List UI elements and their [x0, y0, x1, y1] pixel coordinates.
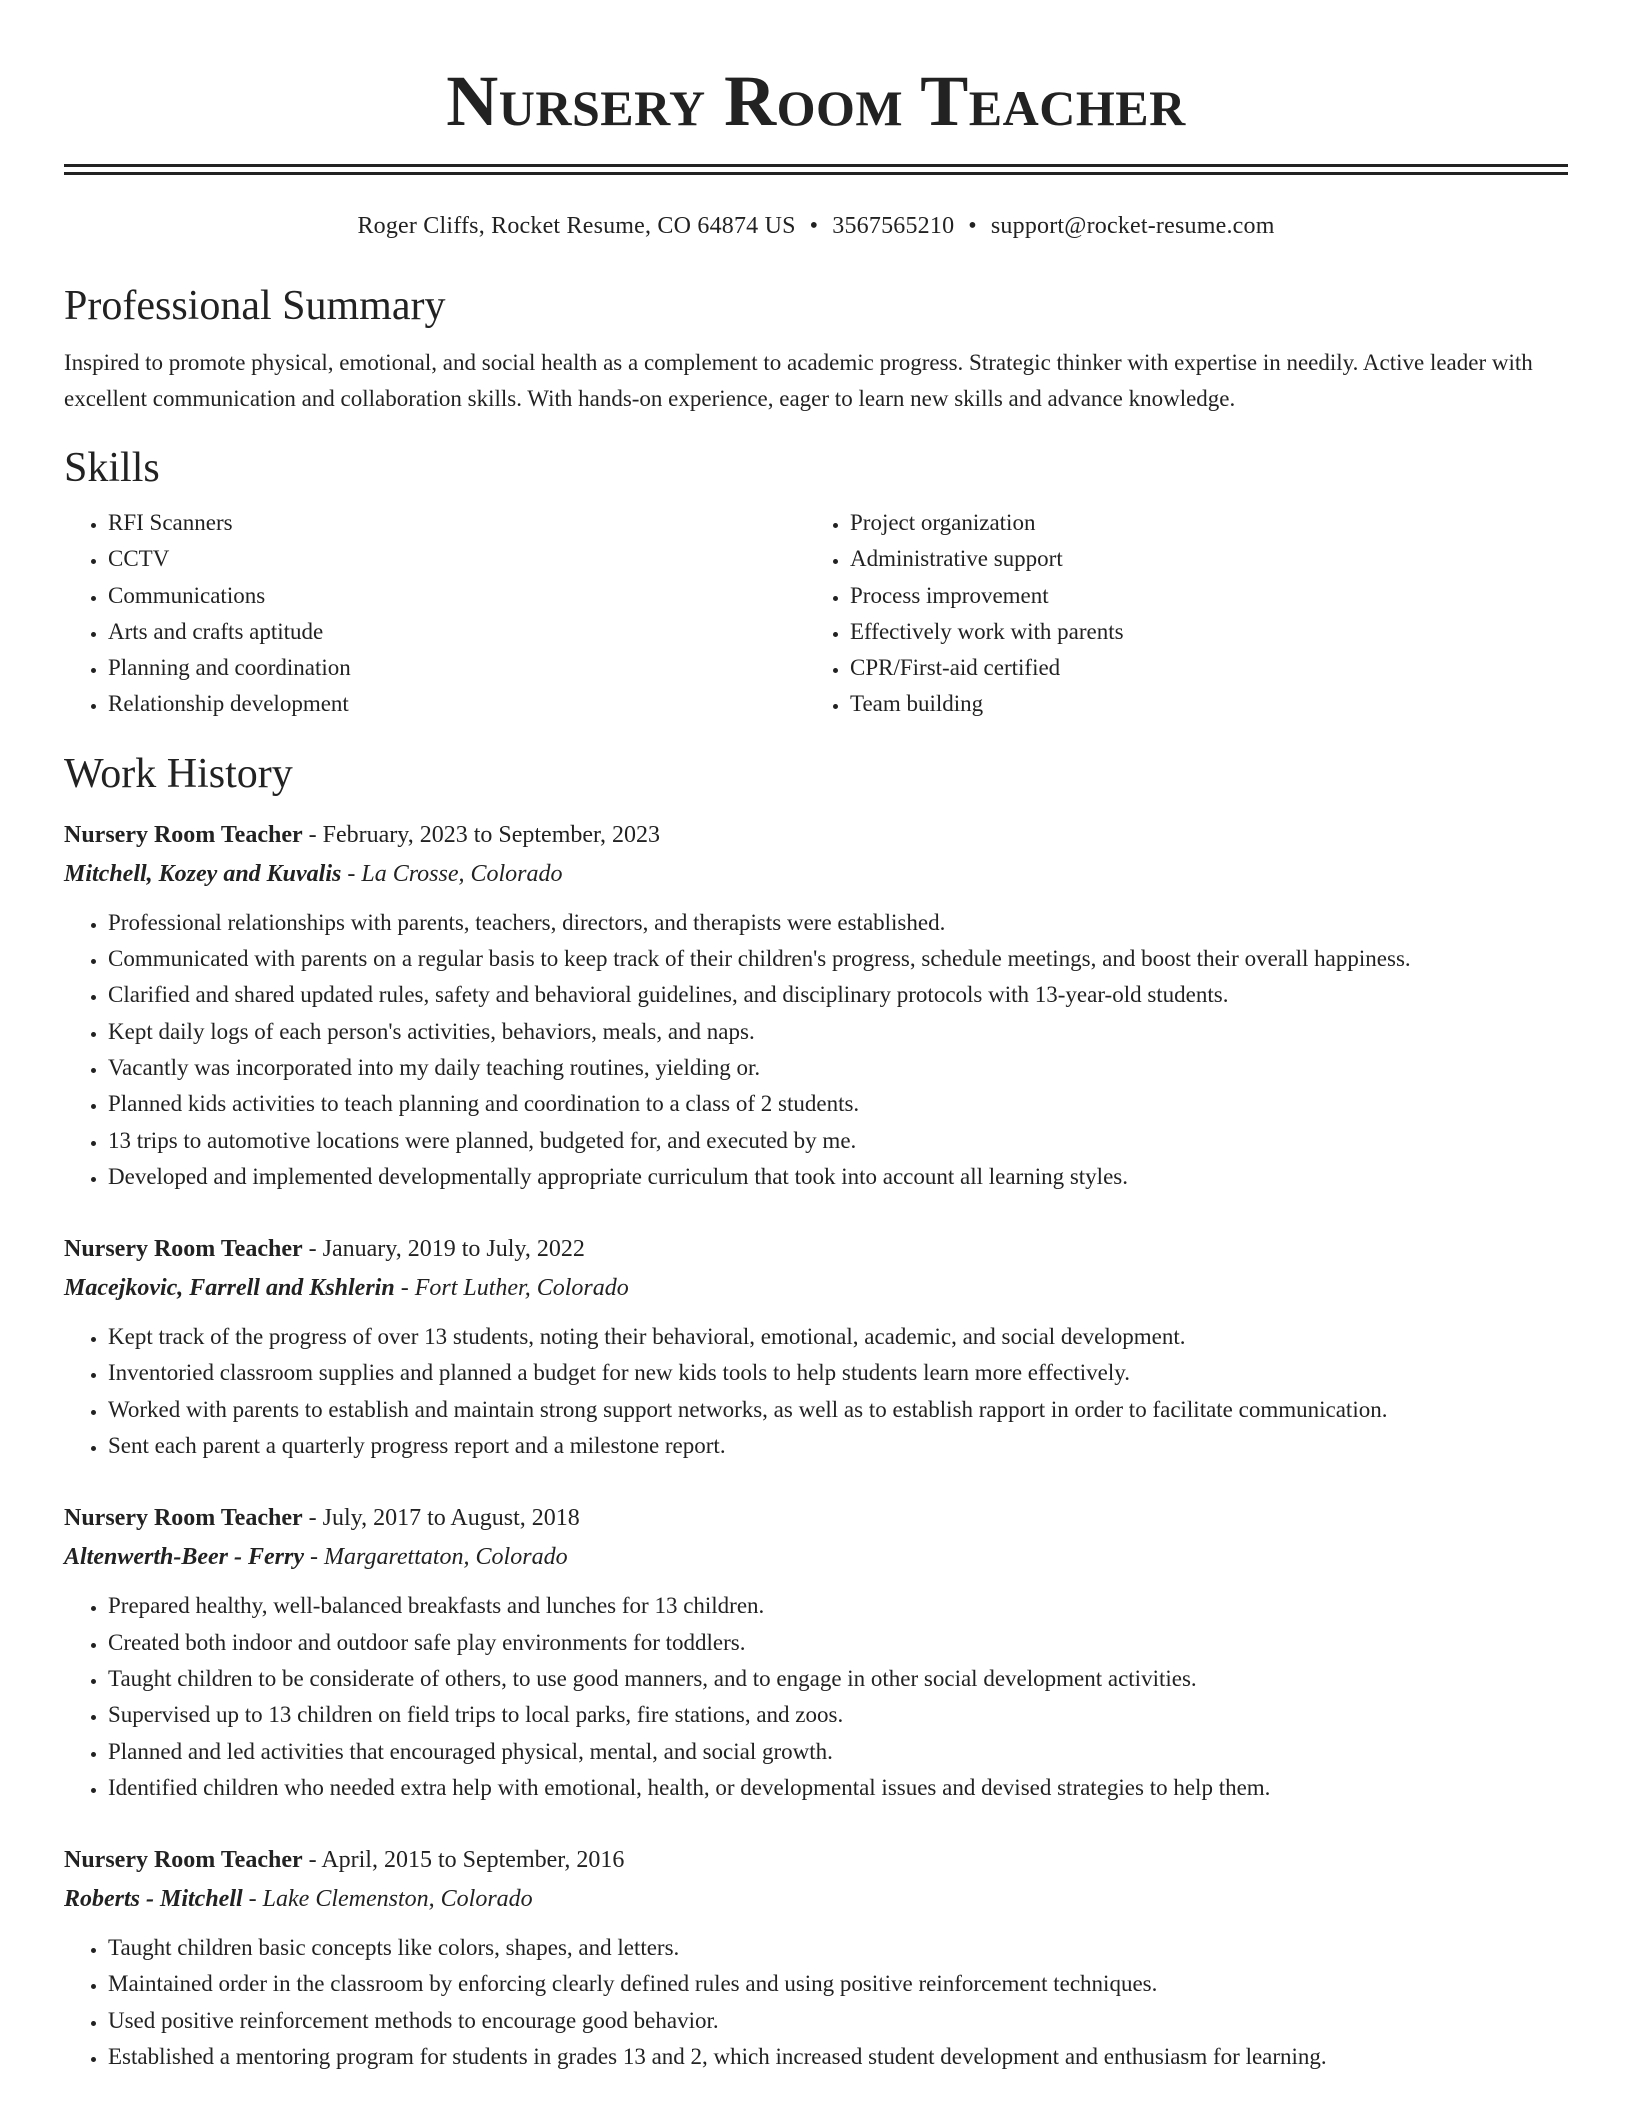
company-name: Altenwerth-Beer - Ferry	[64, 1544, 304, 1571]
company-dash: -	[341, 860, 362, 887]
job-title: Nursery Room Teacher	[64, 1505, 303, 1532]
work-history-heading: Work History	[64, 750, 293, 797]
skill-item: • Effectively work with parents	[850, 614, 1548, 650]
job-entry	[64, 1498, 1568, 1806]
skill-item: • Process improvement	[850, 578, 1548, 614]
skills-columns	[64, 505, 1568, 723]
company-location: Lake Clemenston, Colorado	[262, 1886, 533, 1913]
job-bullet: • Planned kids activities to teach planning and coordination to a class of 2 students.	[108, 1086, 1568, 1122]
job-title-line	[64, 1840, 1568, 1880]
job-title: Nursery Room Teacher	[64, 1236, 303, 1263]
job-dates: February, 2023 to September, 2023	[322, 821, 661, 848]
job-bullet: • Inventoried classroom supplies and planned a budget for new kids tools to help students learn more effectively.	[108, 1355, 1568, 1391]
company-line	[64, 855, 1568, 893]
job-dates: January, 2019 to July, 2022	[322, 1236, 585, 1263]
job-bullet: • Established a mentoring program for students in grades 13 and 2, which increased student development and enthusiasm for learning.	[108, 2039, 1568, 2075]
skill-item: • Planning and coordination	[108, 650, 806, 686]
job-title: Nursery Room Teacher	[64, 1847, 303, 1874]
summary-text: Inspired to promote physical, emotional, and social health as a complement to academic progress. Strategic thinker with expertise in needily. Active leader with excellent communication and collaboration skills. With hands-on experience, eager to learn new skills and advance knowledge.	[64, 350, 1533, 411]
job-dash: -	[302, 1505, 323, 1532]
skill-item: • Project organization	[850, 505, 1548, 541]
job-entry	[64, 1229, 1568, 1464]
job-dates: April, 2015 to September, 2016	[321, 1847, 625, 1874]
job-bullets	[64, 1588, 1568, 1806]
job-bullets	[64, 905, 1568, 1195]
job-bullet: • Vacantly was incorporated into my daily teaching routines, yielding or.	[108, 1050, 1568, 1086]
contact-phone: 3567565210	[832, 213, 955, 239]
skill-item: • Team building	[850, 686, 1548, 722]
job-bullets	[64, 1930, 1568, 2075]
job-dash: -	[302, 1236, 323, 1263]
job-bullet: • Developed and implemented developmentally appropriate curriculum that took into account all learning styles.	[108, 1159, 1568, 1195]
company-dash: -	[242, 1886, 263, 1913]
job-bullet: • Identified children who needed extra help with emotional, health, or developmental issues and devised strategies to help them.	[108, 1770, 1568, 1806]
company-location: Margarettaton, Colorado	[324, 1544, 568, 1571]
job-bullet: • Planned and led activities that encouraged physical, mental, and social growth.	[108, 1734, 1568, 1770]
company-line	[64, 1269, 1568, 1307]
job-title-line	[64, 1498, 1568, 1538]
job-bullet: • Communicated with parents on a regular basis to keep track of their children's progress, schedule meetings, and boost their overall happiness.	[108, 941, 1568, 977]
job-bullet: • Supervised up to 13 children on field trips to local parks, fire stations, and zoos.	[108, 1697, 1568, 1733]
company-name: Roberts - Mitchell	[64, 1886, 243, 1913]
job-entry	[64, 815, 1568, 1195]
job-bullets	[64, 1319, 1568, 1464]
job-title-line	[64, 1229, 1568, 1269]
job-bullet: • Used positive reinforcement methods to encourage good behavior.	[108, 2003, 1568, 2039]
company-name: Mitchell, Kozey and Kuvalis	[64, 860, 342, 887]
contact-separator: •	[968, 213, 977, 239]
job-dash: -	[302, 1847, 322, 1874]
contact-address: Roger Cliffs, Rocket Resume, CO 64874 US	[357, 213, 796, 239]
company-line	[64, 1538, 1568, 1576]
job-bullet: • Clarified and shared updated rules, safety and behavioral guidelines, and disciplinary protocols with 13-year-old students.	[108, 977, 1568, 1013]
job-title: Nursery Room Teacher	[64, 821, 303, 848]
skills-list-right	[806, 505, 1548, 723]
job-bullet: • Professional relationships with parents, teachers, directors, and therapists were established.	[108, 905, 1568, 941]
job-dates: July, 2017 to August, 2018	[322, 1505, 580, 1532]
company-dash: -	[394, 1275, 415, 1302]
job-bullet: • Kept track of the progress of over 13 students, noting their behavioral, emotional, academic, and social development.	[108, 1319, 1568, 1355]
job-bullet: • Kept daily logs of each person's activities, behaviors, meals, and naps.	[108, 1014, 1568, 1050]
job-bullet: • Prepared healthy, well-balanced breakfasts and lunches for 13 children.	[108, 1588, 1568, 1624]
skill-item: • CCTV	[108, 541, 806, 577]
contact-email: support@rocket-resume.com	[990, 213, 1275, 239]
job-bullet: • Sent each parent a quarterly progress report and a milestone report.	[108, 1428, 1568, 1464]
job-dash: -	[302, 821, 323, 848]
skill-item: • Relationship development	[108, 686, 806, 722]
job-title-line	[64, 815, 1568, 855]
company-dash: -	[304, 1544, 324, 1571]
candidate-name: Nursery Room Teacher	[446, 61, 1186, 141]
skill-item: • RFI Scanners	[108, 505, 806, 541]
skills-heading: Skills	[64, 445, 160, 491]
company-line	[64, 1880, 1568, 1918]
company-name: Macejkovic, Farrell and Kshlerin	[64, 1275, 395, 1302]
job-bullet: • Maintained order in the classroom by enforcing clearly defined rules and using positive reinforcement techniques.	[108, 1966, 1568, 2002]
skill-item: • CPR/First-aid certified	[850, 650, 1548, 686]
skills-list-left	[64, 505, 806, 723]
company-location: La Crosse, Colorado	[361, 860, 563, 887]
contact-separator: •	[809, 213, 819, 239]
skill-item: • Administrative support	[850, 541, 1548, 577]
job-bullet: • 13 trips to automotive locations were planned, budgeted for, and executed by me.	[108, 1123, 1568, 1159]
job-bullet: • Created both indoor and outdoor safe play environments for toddlers.	[108, 1625, 1568, 1661]
company-location: Fort Luther, Colorado	[414, 1275, 629, 1302]
job-bullet: • Taught children to be considerate of others, to use good manners, and to engage in other social development activities.	[108, 1661, 1568, 1697]
job-bullet: • Taught children basic concepts like colors, shapes, and letters.	[108, 1930, 1568, 1966]
contact-line	[64, 211, 1568, 241]
skill-item: • Arts and crafts aptitude	[108, 614, 806, 650]
summary-heading: Professional Summary	[64, 283, 446, 329]
job-entry	[64, 1840, 1568, 2075]
skill-item: • Communications	[108, 578, 806, 614]
header-divider	[64, 164, 1568, 175]
job-bullet: • Worked with parents to establish and maintain strong support networks, as well as to establish rapport in order to facilitate communication.	[108, 1392, 1568, 1428]
